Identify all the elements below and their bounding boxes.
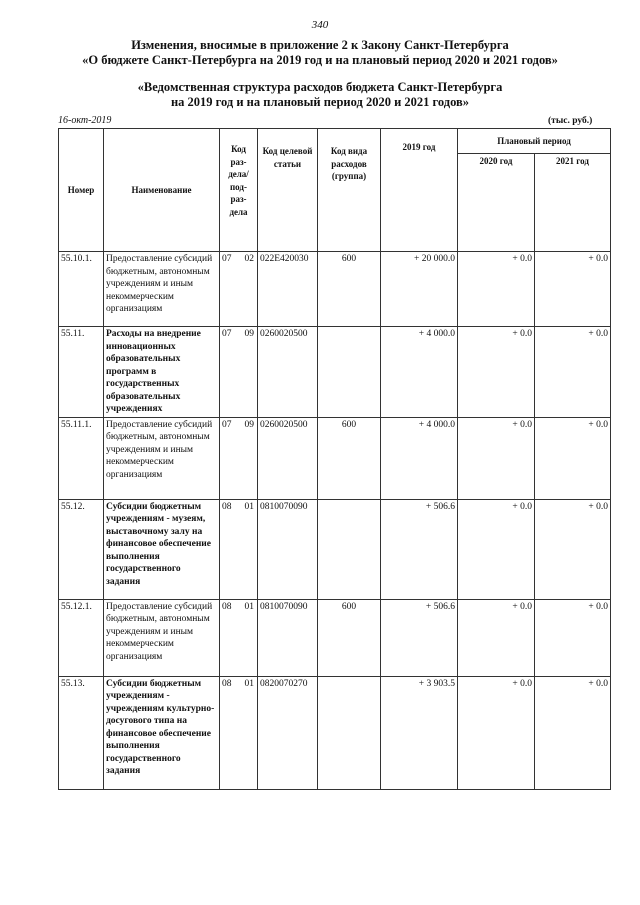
row-target: 0260020500 [258,327,318,418]
row-2020: + 0.0 [458,676,535,789]
col-target: Код целевой статьи [258,129,318,252]
row-section-code: 08 [222,501,232,512]
col-section: Код раз-дела/ под-раз-дела [220,129,258,252]
row-number: 55.12. [59,499,104,599]
table-header [59,129,611,252]
document-heading [0,38,640,68]
row-2019: + 20 000.0 [381,252,458,327]
col-2020: 2020 год [458,154,535,252]
row-subsection-code: 01 [244,501,254,512]
row-section [220,327,258,418]
col-number: Номер [59,129,104,252]
row-section [220,417,258,499]
row-section [220,599,258,676]
budget-table [58,128,611,790]
row-2021: + 0.0 [535,327,611,418]
table-row [59,499,611,599]
row-2019: + 3 903.5 [381,676,458,789]
row-expense: 600 [318,252,381,327]
row-2020: + 0.0 [458,327,535,418]
subheading-line-2: на 2019 год и на плановый период 2020 и 2021 годов» [170,95,470,109]
row-section [220,676,258,789]
table-row [59,327,611,418]
row-target: 0810070090 [258,599,318,676]
row-2021: + 0.0 [535,599,611,676]
col-planned: Плановый период [458,129,611,154]
col-expense: Код вида расходов (группа) [318,129,381,252]
heading-line-2: «О бюджете Санкт-Петербурга на 2019 год и на плановый период 2020 и 2021 годов» [82,53,558,67]
row-name: Субсидии бюджетным учреждениям - учреждениям культурно-досугового типа на финансовое обеспечение выполнения государственного задания [104,676,220,789]
table-row [59,252,611,327]
row-2020: + 0.0 [458,417,535,499]
row-number: 55.13. [59,676,104,789]
row-2020: + 0.0 [458,599,535,676]
row-2021: + 0.0 [535,499,611,599]
row-section-code: 07 [222,329,232,339]
row-name: Субсидии бюджетным учреждениям - музеям, выставочному залу на финансовое обеспечение выполнения государственного задания [104,499,220,599]
row-target: 022Е420030 [258,252,318,327]
heading-line-1: Изменения, вносимые в приложение 2 к Закону Санкт-Петербурга [131,38,509,52]
row-2020: + 0.0 [458,252,535,327]
row-expense: 600 [318,599,381,676]
row-expense: 600 [318,417,381,499]
row-number: 55.10.1. [59,252,104,327]
row-2021: + 0.0 [535,676,611,789]
row-2020: + 0.0 [458,499,535,599]
table-row [59,417,611,499]
table-row [59,676,611,789]
row-target: 0260020500 [258,417,318,499]
units-label: (тыс. руб.) [548,116,593,126]
document-date: 16-окт-2019 [58,115,112,126]
table-row [59,599,611,676]
row-subsection-code: 09 [244,419,254,430]
row-subsection-code: 02 [244,254,254,264]
subheading-line-1: «Ведомственная структура расходов бюджета Санкт-Петербурга [137,80,503,94]
row-section [220,499,258,599]
row-2019: + 506.6 [381,499,458,599]
row-section-code: 07 [222,419,232,430]
row-2019: + 4 000.0 [381,327,458,418]
row-target: 0820070270 [258,676,318,789]
row-section [220,252,258,327]
col-2021: 2021 год [535,154,611,252]
row-section-code: 08 [222,678,232,689]
row-subsection-code: 01 [244,601,254,612]
row-number: 55.11. [59,327,104,418]
row-name: Предоставление субсидий бюджетным, автономным учреждениям и иным некоммерческим организациям [104,599,220,676]
row-number: 55.12.1. [59,599,104,676]
row-expense [318,499,381,599]
row-expense [318,327,381,418]
col-2019: 2019 год [381,129,458,252]
row-name: Предоставление субсидий бюджетным, автономным учреждениям и иным некоммерческим организациям [104,417,220,499]
row-target: 0810070090 [258,499,318,599]
document-subheading [0,80,640,110]
row-name: Предоставление субсидий бюджетным, автономным учреждениям и иным некоммерческим организациям [104,252,220,327]
page-number: 340 [311,19,329,31]
row-expense [318,676,381,789]
row-number: 55.11.1. [59,417,104,499]
row-2019: + 506.6 [381,599,458,676]
row-2021: + 0.0 [535,417,611,499]
row-section-code: 08 [222,601,232,612]
row-subsection-code: 09 [244,329,254,339]
row-name: Расходы на внедрение инновационных образовательных программ в государственных образовательных учреждениях [104,327,220,418]
row-section-code: 07 [222,254,232,264]
col-name: Наименование [104,129,220,252]
row-2019: + 4 000.0 [381,417,458,499]
row-2021: + 0.0 [535,252,611,327]
table-body [59,252,611,790]
row-subsection-code: 01 [244,678,254,689]
